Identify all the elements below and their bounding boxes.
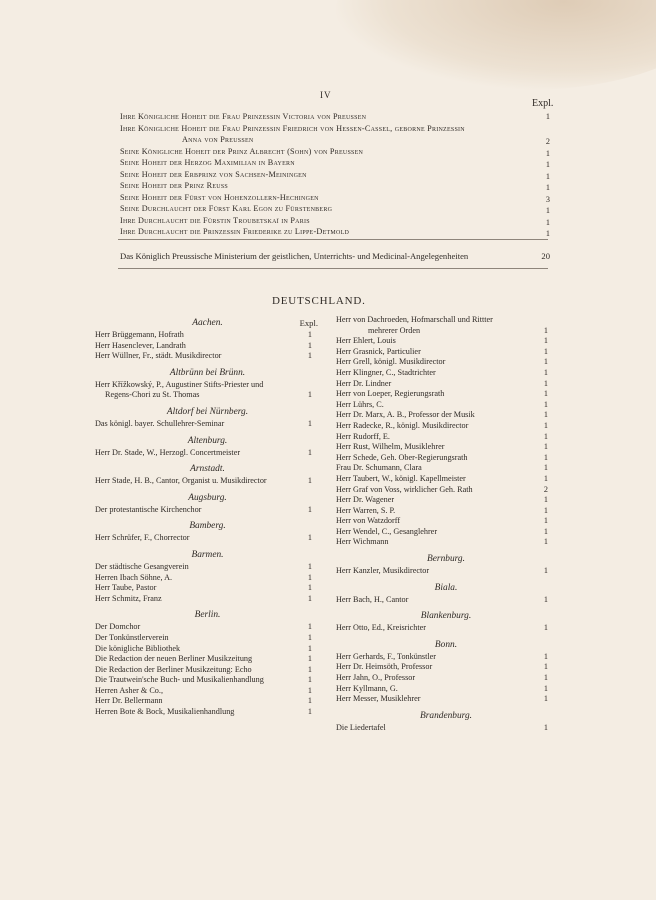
copy-count: 1 — [307, 632, 312, 642]
water-stain — [336, 0, 656, 90]
subscriber-row — [95, 644, 320, 655]
city-heading: Blankenburg. — [420, 611, 472, 622]
subscriber-row — [336, 595, 556, 606]
subscriber-row — [336, 336, 556, 347]
subscriber-name: Herr Klingner, C., Stadtrichter — [336, 367, 436, 377]
subscriber-name: Herr Bach, H., Cantor — [336, 594, 409, 604]
subscriber-row — [336, 623, 556, 634]
city-heading-row — [336, 551, 556, 566]
subscriber-name: Herr Křížkowský, P., Augustiner Stifts-Priester und — [95, 379, 264, 389]
patron-name: Seine Hoheit der Fürst von Hohenzollern-Hechingen — [120, 192, 319, 202]
subscriber-name: Regens-Chori zu St. Thomas — [105, 390, 200, 400]
ministry-count: 20 — [541, 251, 550, 261]
subscriber-name: Herr Rust, Wilhelm, Musiklehrer — [336, 442, 445, 452]
copy-count: 1 — [307, 696, 312, 706]
ministry-entry: Das Königlich Preussische Ministerium der geistlichen, Unterrichts- und Medicinal-Angelegenheiten — [120, 251, 469, 261]
subscriber-row — [336, 442, 556, 453]
subscriber-name: Herr von Dachroeden, Hofmarschall und Rittter — [336, 315, 493, 324]
subscriber-row — [95, 476, 320, 487]
group-spacer — [336, 733, 556, 736]
subscriber-row — [95, 633, 320, 644]
city-heading-row — [95, 461, 320, 476]
subscriber-name: Herr Graf von Voss, wirklicher Geh. Rath — [336, 484, 473, 494]
copy-count: 1 — [543, 463, 548, 473]
subscriber-name: Herr Gerhards, F., Tonkünstler — [336, 651, 437, 661]
copy-count: 1 — [543, 346, 548, 356]
patron-name: Ihre Durchlaucht die Prinzessin Friederike zu Lippe-Detmold — [120, 227, 350, 236]
patron-count: 1 — [545, 217, 550, 227]
subscriber-name: Herr Rudorff, E. — [336, 431, 390, 441]
copy-count: 1 — [307, 664, 312, 674]
patron-name: Seine Durchlaucht der Fürst Karl Egon zu Fürstenberg — [120, 204, 333, 213]
copy-count: 1 — [543, 389, 548, 399]
subscriber-name: Herr Grell, königl. Musikdirector — [336, 357, 446, 367]
copy-count: 1 — [307, 447, 312, 457]
subscriber-name: Die königliche Bibliothek — [95, 643, 181, 653]
expl-label: Expl. — [299, 318, 318, 328]
patron-name: Seine Hoheit der Prinz Reuss — [120, 181, 228, 190]
subscriber-row — [336, 652, 556, 663]
subscriber-name: Herren Bote & Bock, Musikalienhandlung — [95, 707, 235, 717]
copy-count: 1 — [307, 572, 312, 582]
subscriber-row — [336, 410, 556, 421]
patron-count: 1 — [545, 183, 550, 192]
subscriber-row — [95, 390, 320, 401]
subscriber-row — [95, 351, 320, 362]
subscriber-name: Der Tonkünstlerverein — [95, 632, 169, 642]
copy-count: 1 — [543, 683, 548, 693]
copy-count: 1 — [543, 378, 548, 388]
city-heading-row — [95, 433, 320, 448]
copy-count: 1 — [543, 357, 548, 367]
page-number: IV — [320, 90, 332, 100]
copy-count: 1 — [307, 593, 312, 603]
city-heading-row — [95, 315, 320, 330]
subscriber-row — [336, 566, 556, 577]
group-spacer — [95, 718, 320, 721]
subscriber-name: mehrerer Orden — [368, 325, 421, 335]
patron-count: 2 — [545, 137, 550, 146]
subscriber-row — [336, 684, 556, 695]
copy-count: 1 — [307, 330, 312, 339]
copy-count: 1 — [543, 473, 548, 483]
patron-name: Seine Königliche Hoheit der Prinz Albrecht (Sohn) von Preussen — [120, 146, 364, 156]
subscriber-name: Die Redaction der neuen Berliner Musikzeitung — [95, 654, 253, 664]
copy-count: 2 — [543, 484, 548, 494]
subscriber-row — [336, 474, 556, 485]
copy-count: 1 — [543, 526, 548, 536]
subscriber-name: Der protestantische Kirchenchor — [95, 504, 202, 514]
city-heading-row — [95, 404, 320, 419]
subscriber-row — [95, 594, 320, 605]
subscriber-row — [95, 448, 320, 459]
subscriber-row — [336, 453, 556, 464]
copy-count: 1 — [543, 325, 548, 335]
subscriber-row — [336, 537, 556, 548]
copy-count: 1 — [307, 351, 312, 361]
subscriber-row — [95, 686, 320, 697]
copy-count: 1 — [543, 516, 548, 526]
subscriber-row — [95, 696, 320, 707]
subscriber-name: Herr Schmitz, Franz — [95, 593, 162, 603]
subscriber-name: Herr Wüllner, Fr., städt. Musikdirector — [95, 351, 222, 361]
subscriber-row — [336, 673, 556, 684]
subscriber-name: Herr Dr. Lindner — [336, 378, 392, 388]
subscriber-row — [336, 495, 556, 506]
patron-count: 1 — [545, 160, 550, 169]
subscriber-row — [95, 665, 320, 676]
copy-count: 1 — [543, 594, 548, 604]
copy-count: 1 — [307, 390, 312, 400]
subscriber-row — [336, 506, 556, 517]
subscriber-row — [95, 622, 320, 633]
copy-count: 1 — [543, 722, 548, 732]
city-heading-row — [336, 637, 556, 652]
subscriber-row — [336, 516, 556, 527]
copy-count: 1 — [543, 505, 548, 515]
subscriber-row — [336, 723, 556, 734]
subscriber-name: Herr von Watzdorff — [336, 516, 401, 526]
patron-count: 3 — [545, 194, 550, 204]
subscriber-name: Herr Grasnick, Particulier — [336, 346, 421, 356]
city-heading: Barmen. — [191, 549, 224, 560]
subscriber-name: Herr Warren, S. P. — [336, 505, 396, 515]
subscriber-name: Herr Stade, H. B., Cantor, Organist u. Musikdirector — [95, 476, 267, 486]
city-heading: Bamberg. — [189, 521, 226, 532]
subscriber-name: Herr Dr. Wagener — [336, 495, 395, 505]
city-heading: Augsburg. — [188, 492, 227, 503]
patron-name: Seine Hoheit der Erbprinz von Sachsen-Meiningen — [120, 169, 307, 179]
city-heading-row — [95, 518, 320, 533]
divider-bottom — [118, 268, 548, 269]
copy-count: 1 — [543, 662, 548, 672]
copy-count: 1 — [543, 651, 548, 661]
subscriber-name: Herr Dr. Stade, W., Herzogl. Concertmeister — [95, 447, 241, 457]
copy-count: 1 — [543, 673, 548, 683]
subscriber-name: Herr Dr. Bellermann — [95, 696, 163, 706]
divider-top — [118, 239, 548, 240]
subscriber-row — [95, 562, 320, 573]
copy-count: 1 — [307, 654, 312, 664]
subscriber-row — [336, 368, 556, 379]
subscriber-name: Herr Radecke, R., königl. Musikdirector — [336, 420, 469, 430]
city-heading: Arnstadt. — [190, 464, 225, 475]
copy-count: 1 — [307, 675, 312, 685]
patron-count: 1 — [545, 112, 550, 121]
city-heading-row — [95, 365, 320, 380]
copy-count: 1 — [543, 410, 548, 420]
subscriber-name: Herr Taubert, W., königl. Kapellmeister — [336, 473, 466, 483]
subscriber-row — [336, 421, 556, 432]
section-title: DEUTSCHLAND. — [272, 295, 366, 307]
subscriber-row — [336, 347, 556, 358]
subscriber-row — [95, 419, 320, 430]
subscriber-name: Das königl. bayer. Schullehrer-Seminar — [95, 418, 225, 428]
subscriber-row — [95, 330, 320, 341]
copy-count: 1 — [543, 495, 548, 505]
copy-count: 1 — [543, 367, 548, 377]
subscriber-name: Herren Asher & Co., — [95, 685, 163, 695]
city-heading-row — [95, 490, 320, 505]
expl-header: Expl. — [532, 98, 554, 109]
subscriber-name: Herr Dr. Marx, A. B., Professor der Musik — [336, 410, 475, 420]
subscriber-row — [336, 315, 556, 326]
subscriber-row — [95, 573, 320, 584]
city-heading-row — [95, 607, 320, 622]
subscriber-row — [336, 326, 556, 337]
copy-count: 1 — [543, 431, 548, 441]
city-heading: Aachen. — [192, 318, 223, 328]
patron-count: 1 — [545, 206, 550, 215]
city-heading-row — [336, 580, 556, 595]
subscriber-name: Herr von Loeper, Regierungsrath — [336, 389, 445, 399]
copy-count: 1 — [307, 622, 312, 632]
copy-count: 1 — [307, 476, 312, 486]
subscriber-row — [336, 357, 556, 368]
copy-count: 1 — [543, 452, 548, 462]
city-heading: Brandenburg. — [420, 710, 472, 721]
city-heading: Biala. — [434, 582, 458, 593]
copy-count: 1 — [543, 399, 548, 409]
subscriber-row — [95, 380, 320, 391]
city-heading: Bernburg. — [427, 554, 465, 565]
left-column — [95, 315, 320, 721]
copy-count: 1 — [543, 336, 548, 346]
patron-name: Anna von Preussen — [182, 135, 254, 144]
copy-count: 1 — [307, 643, 312, 653]
patron-count: 1 — [545, 148, 550, 158]
subscriber-name: Herr Ehlert, Louis — [336, 336, 396, 346]
subscriber-row — [336, 463, 556, 474]
subscriber-row — [95, 505, 320, 516]
patron-count: 1 — [545, 171, 550, 181]
subscriber-name: Herr Kanzler, Musikdirector — [336, 566, 430, 576]
subscriber-name: Herr Otto, Ed., Kreisrichter — [336, 623, 427, 633]
subscriber-name: Herr Hasenclever, Landrath — [95, 340, 186, 350]
copy-count: 1 — [543, 566, 548, 576]
subscriber-row — [336, 662, 556, 673]
subscriber-row — [95, 707, 320, 718]
subscriber-row — [336, 432, 556, 443]
subscriber-name: Frau Dr. Schumann, Clara — [336, 463, 422, 473]
copy-count: 1 — [543, 694, 548, 704]
copy-count: 1 — [307, 418, 312, 428]
subscriber-row — [95, 533, 320, 544]
patron-name: Ihre Königliche Hoheit die Frau Prinzessin Victoria von Preussen — [120, 112, 367, 121]
subscriber-row — [336, 485, 556, 496]
subscriber-name: Herr Jahn, O., Professor — [336, 673, 416, 683]
subscriber-row — [95, 654, 320, 665]
copy-count: 1 — [307, 583, 312, 593]
copy-count: 1 — [307, 504, 312, 514]
city-heading-row — [336, 708, 556, 723]
subscriber-name: Herr Brüggemann, Hofrath — [95, 330, 184, 339]
subscriber-name: Die Trautwein'sche Buch- und Musikalienhandlung — [95, 675, 264, 685]
city-heading-row — [336, 608, 556, 623]
copy-count: 1 — [307, 685, 312, 695]
subscriber-name: Herr Kyllmann, G. — [336, 683, 398, 693]
subscriber-row — [95, 675, 320, 686]
subscriber-name: Herr Dr. Heimsöth, Professor — [336, 662, 433, 672]
city-heading: Altdorf bei Nürnberg. — [166, 406, 249, 417]
subscriber-row — [336, 379, 556, 390]
patron-name: Seine Hoheit der Herzog Maximilian in Bayern — [120, 158, 295, 167]
city-heading: Altenburg. — [187, 435, 228, 446]
subscriber-row — [95, 583, 320, 594]
copy-count: 1 — [307, 340, 312, 350]
subscriber-name: Die Redaction der Berliner Musikzeitung: Echo — [95, 664, 252, 674]
subscriber-name: Herr Schede, Geh. Ober-Regierungsrath — [336, 452, 468, 462]
copy-count: 1 — [543, 537, 548, 547]
copy-count: 1 — [307, 533, 312, 543]
subscriber-row — [336, 527, 556, 538]
copy-count: 1 — [543, 420, 548, 430]
subscriber-row — [336, 694, 556, 705]
city-heading: Bonn. — [434, 639, 458, 650]
subscriber-name: Herr Taube, Pastor — [95, 583, 157, 593]
copy-count: 1 — [543, 623, 548, 633]
copy-count: 1 — [543, 442, 548, 452]
subscriber-name: Der städtische Gesangverein — [95, 561, 189, 571]
subscriber-name: Herren Ibach Söhne, A. — [95, 572, 173, 582]
patron-count: 1 — [545, 229, 550, 238]
subscriber-name: Herr Messer, Musiklehrer — [336, 694, 421, 704]
subscriber-name: Der Domchor — [95, 622, 141, 632]
subscriber-row — [95, 341, 320, 352]
city-heading: Berlin. — [194, 610, 221, 621]
subscriber-row — [336, 389, 556, 400]
city-heading: Altbrünn bei Brünn. — [169, 367, 246, 378]
subscriber-row — [336, 400, 556, 411]
subscriber-name: Herr Wendel, C., Gesanglehrer — [336, 526, 438, 536]
subscriber-name: Herr Lührs, C. — [336, 399, 384, 409]
subscriber-name: Die Liedertafel — [336, 722, 386, 732]
subscriber-name: Herr Schrüfer, F., Chorrector — [95, 533, 190, 543]
subscriber-name: Herr Wichmann — [336, 537, 389, 547]
right-column — [336, 315, 556, 736]
copy-count: 1 — [307, 561, 312, 571]
patron-name: Ihre Durchlaucht die Fürstin Troubetskaï in Paris — [120, 215, 310, 225]
copy-count: 1 — [307, 707, 312, 717]
city-heading-row — [95, 547, 320, 562]
patron-name: Ihre Königliche Hoheit die Frau Prinzessin Friedrich von Hessen-Cassel, geborne Prinzessin — [120, 123, 465, 133]
